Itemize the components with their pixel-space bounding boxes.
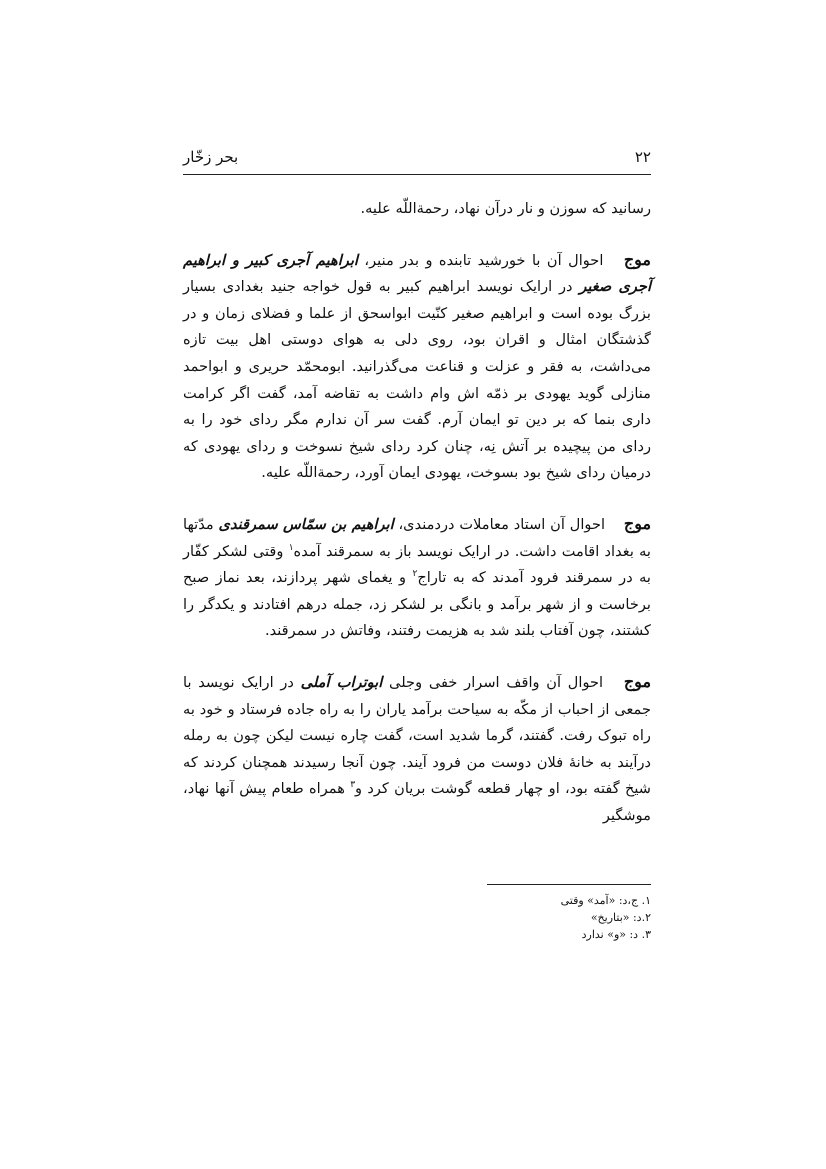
paragraph-text: وقتی لشکر کفّار به در سمرقند فرود آمدند که به تاراج bbox=[183, 542, 651, 587]
paragraph-text: و یغمای شهر پردازند، بعد نماز صبح برخاست و از شهر برآمد و بانگی بر لشکر زد، جمله درهم افتادند و یکدگر را کشتند، چون آفتاب بلند شد به هزیمت رفتند، وفاتش در سمرقند. bbox=[183, 569, 651, 640]
paragraph-text: در ارایک نویسد ابراهیم کبیر به قول خواجه جنید بغدادی بسیار بزرگ بوده است و ابراهیم صغیر کنّیت ابواسحق از علما و فضلای زمان و در گذشتگان امثال و اقران بود، روی دلی به هوای دوستی اهل بیت تازه می‌داشت، به فقر و عزلت و قناعت می‌گذرانید. ابومحمّد حریری و ابواحمد منازلی گوید یهودی بر ذمّه اش وام داشت به تقاضه آمد، گفت اگر کرامت داری بنما که بر دین تو ایمان آرم. گفت سر آن ندارم مگر ردای خود را به ردای من پیچیده بر آتش نِه، چنان کرد ردای شیخ نسوخت و ردای یهودی که درمیان ردای شیخ بود بسوخت، یهودی ایمان آورد، رحمةاللّه علیه. bbox=[183, 278, 651, 482]
paragraph-ibrahim-ajurri bbox=[183, 247, 651, 487]
paragraph-continuation bbox=[183, 196, 651, 223]
footnotes bbox=[430, 892, 651, 943]
footnote-ref: ۲ bbox=[412, 569, 418, 580]
footnote-separator bbox=[487, 884, 651, 885]
footnote: ۱. ج،د: «آمد» وقتی bbox=[560, 894, 651, 907]
section-keyword: موج bbox=[623, 671, 652, 691]
paragraph-text: همراه طعام پیش آنها نهاد، موشگیر bbox=[183, 780, 651, 824]
footnote-ref: ۳ bbox=[350, 780, 356, 791]
footnote-ref: ۱ bbox=[288, 542, 294, 553]
page-number: ۲۲ bbox=[634, 148, 651, 166]
paragraph-text: رسانید که سوزن و نار درآن نهاد، رحمةاللّه علیه. bbox=[360, 200, 651, 217]
paragraph-text: در ارایک نویسد با جمعی از احباب از مکّه به سیاحت برآمد یاران را به راه جاده فرستاد و خود به راه تبوک رفت. گفتند، گرما شدید است، گفت چاره نیست لیکن چون به رمله درآیند به خانۀ فلان دوست من فرود آیند. چون آنجا رسیدند همچنان کردند که شیخ گفته بود، او چهار قطعه گوشت بریان کرد و bbox=[183, 673, 651, 798]
book-title: بحر زخّار bbox=[183, 148, 239, 166]
person-name: ابراهیم آجری کبیر و ابراهیم آجری صغیر bbox=[183, 251, 651, 296]
paragraph-text: مدّتها به بغداد اقامت داشت. در ارایک نویسد باز به سمرقند آمده bbox=[183, 515, 651, 560]
paragraph-text: احوال آن با خورشید تابنده و بدر منیر، bbox=[364, 251, 604, 269]
person-name: ابراهیم بن سمّاس سمرقندی bbox=[218, 515, 394, 533]
footnote: ۳. د: «و» ندارد bbox=[581, 928, 651, 941]
section-keyword: موج bbox=[623, 513, 652, 533]
paragraph-ibrahim-samarqandi bbox=[183, 511, 651, 645]
section-keyword: موج bbox=[623, 249, 651, 269]
paragraph-text: احوال آن واقف اسرار خفی وجلی bbox=[389, 673, 604, 691]
main-text bbox=[183, 196, 651, 829]
paragraph-abu-turab bbox=[183, 669, 651, 830]
running-header bbox=[183, 146, 651, 175]
footnote: ۲.د: «بتاریخ» bbox=[590, 911, 651, 924]
paragraph-text: احوال آن استاد معاملات دردمندی، bbox=[398, 515, 606, 533]
person-name: ابوتراب آملی bbox=[300, 673, 383, 691]
